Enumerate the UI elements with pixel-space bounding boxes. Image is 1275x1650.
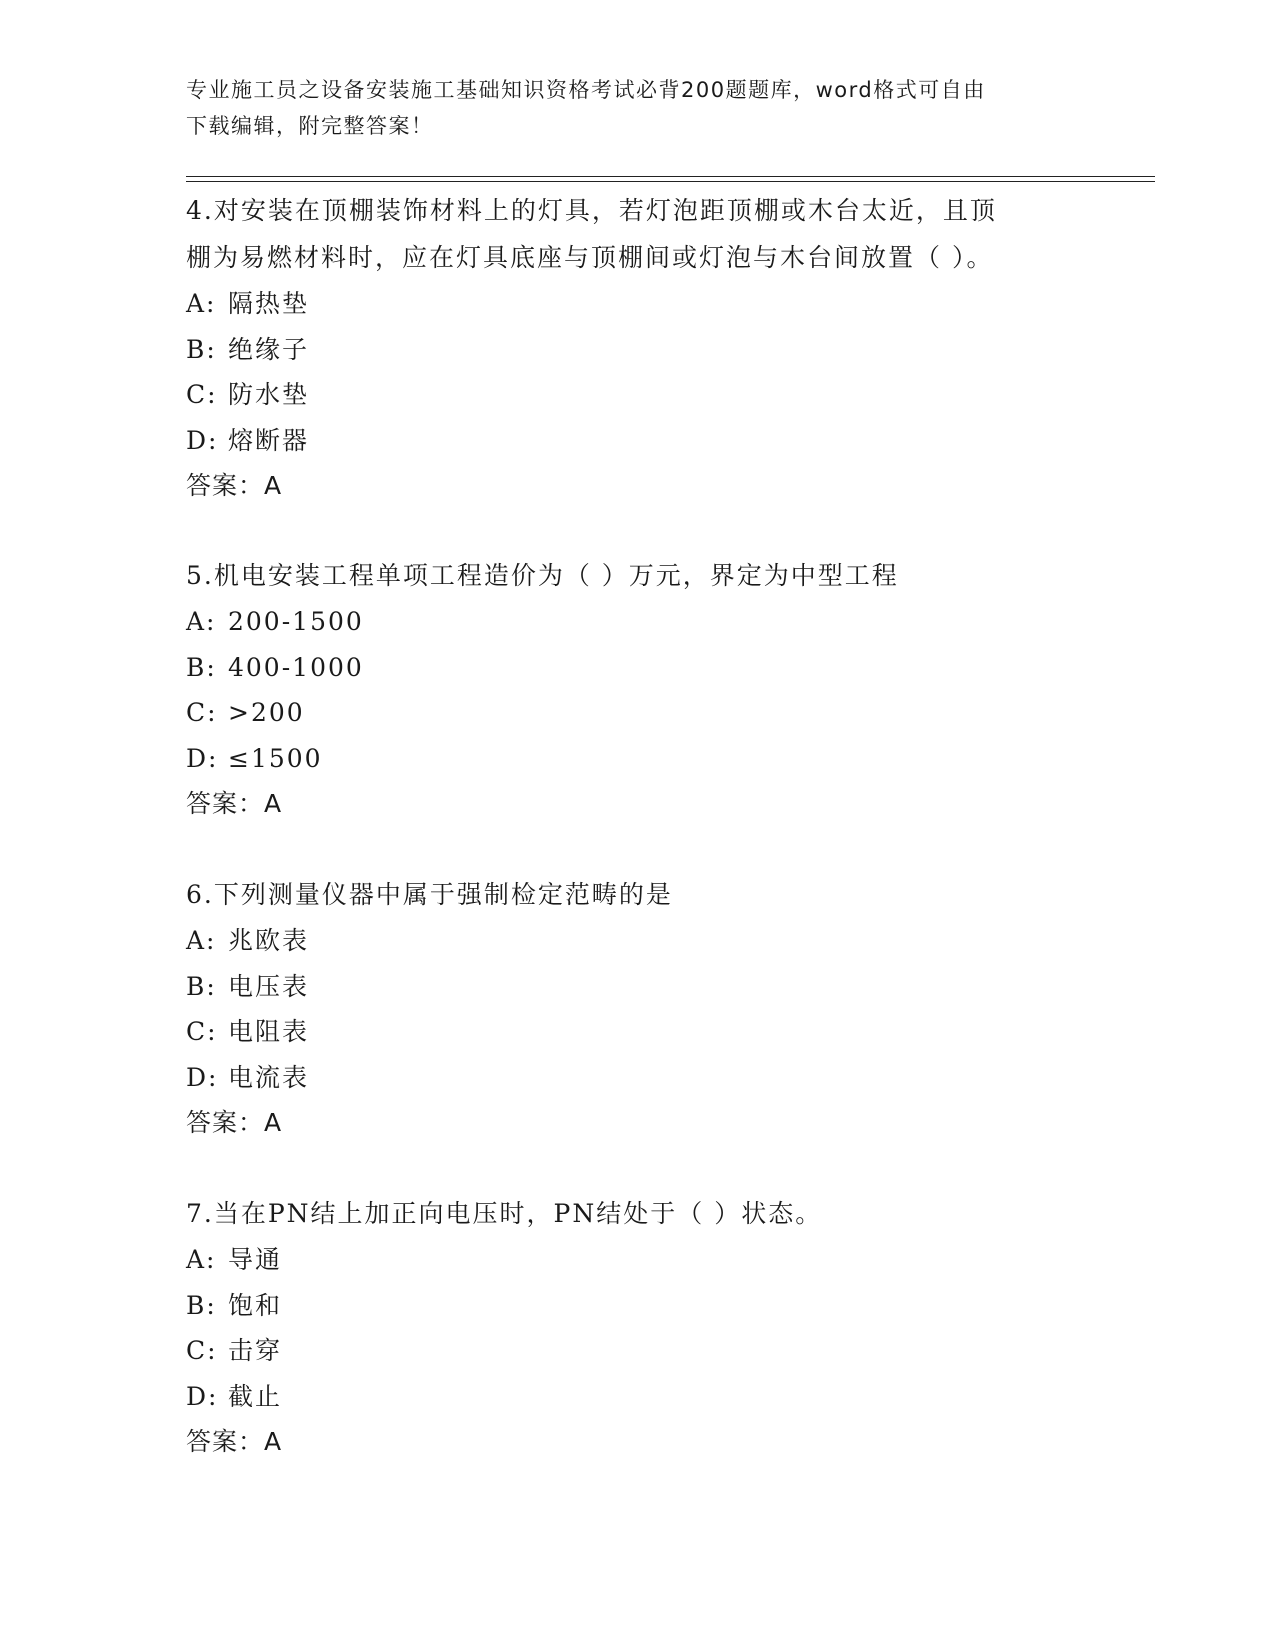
answer-line: 答案：A <box>186 789 283 818</box>
question-stem-line: 7.当在PN结上加正向电压时，PN结处于（ ）状态。 <box>186 1199 823 1228</box>
header-line-1: 专业施工员之设备安装施工基础知识资格考试必背200题题库，word格式可自由 <box>186 78 986 102</box>
option-d <box>186 1374 1086 1420</box>
option-text: 截止 <box>228 1381 283 1411</box>
answer-line: 答案：A <box>186 1427 283 1456</box>
question-stem-line: 6.下列测量仪器中属于强制检定范畴的是 <box>186 880 673 909</box>
option-text: 电流表 <box>228 1062 310 1092</box>
option-text: ≤1500 <box>228 743 323 773</box>
option-d <box>186 1055 1086 1101</box>
option-c <box>186 1009 1086 1055</box>
question-5 <box>186 552 1086 827</box>
question-stem <box>186 871 1086 918</box>
option-key: C: <box>186 698 218 727</box>
option-key: D: <box>186 1381 219 1411</box>
option-key: A: <box>186 607 217 636</box>
option-a <box>186 918 1086 964</box>
option-text: 导通 <box>228 1245 283 1274</box>
option-text: 隔热垫 <box>228 289 310 318</box>
option-text: 绝缘子 <box>228 334 310 364</box>
option-a <box>186 281 1086 327</box>
option-key: A: <box>186 289 217 318</box>
question-6 <box>186 871 1086 1146</box>
option-key: B: <box>186 971 217 1001</box>
option-key: D: <box>186 425 219 455</box>
option-text: 400-1000 <box>228 652 364 682</box>
option-a <box>186 599 1086 645</box>
option-text: 防水垫 <box>228 380 310 409</box>
question-stem-line: 棚为易燃材料时，应在灯具底座与顶棚间或灯泡与木台间放置（ ）。 <box>186 243 994 272</box>
option-d <box>186 736 1086 782</box>
option-text: 饱和 <box>228 1290 283 1320</box>
answer-line: 答案：A <box>186 1108 283 1137</box>
answer-line: 答案：A <box>186 471 283 500</box>
option-b <box>186 1283 1086 1329</box>
option-key: D: <box>186 743 219 773</box>
header-line-2: 下载编辑，附完整答案！ <box>186 114 434 138</box>
header-divider-bottom <box>186 181 1155 182</box>
option-key: C: <box>186 1336 218 1365</box>
option-text: 电压表 <box>228 971 310 1001</box>
option-c <box>186 1328 1086 1374</box>
option-key: B: <box>186 334 217 364</box>
option-key: D: <box>186 1062 219 1092</box>
option-c <box>186 372 1086 418</box>
option-c <box>186 690 1086 736</box>
option-text: 击穿 <box>228 1336 283 1365</box>
option-key: A: <box>186 926 217 955</box>
question-stem-line: 4.对安装在顶棚装饰材料上的灯具，若灯泡距顶棚或木台太近，且顶 <box>186 196 997 225</box>
question-7 <box>186 1190 1086 1465</box>
option-d <box>186 418 1086 464</box>
option-b <box>186 964 1086 1010</box>
question-4 <box>186 187 1086 509</box>
option-text: 熔断器 <box>228 425 310 455</box>
option-text: 兆欧表 <box>228 926 310 955</box>
option-a <box>186 1237 1086 1283</box>
option-text: >200 <box>228 698 305 727</box>
question-stem-line: 5.机电安装工程单项工程造价为（ ）万元，界定为中型工程 <box>186 561 899 590</box>
option-key: A: <box>186 1245 217 1274</box>
option-key: C: <box>186 1017 218 1046</box>
question-stem <box>186 552 1086 599</box>
option-text: 电阻表 <box>228 1017 310 1046</box>
question-stem <box>186 1190 1086 1237</box>
option-text: 200-1500 <box>228 607 364 636</box>
option-key: B: <box>186 1290 217 1320</box>
option-key: B: <box>186 652 217 682</box>
header-divider-top <box>186 176 1155 177</box>
document-header <box>186 72 1066 144</box>
option-b <box>186 327 1086 373</box>
question-stem <box>186 187 1086 281</box>
option-b <box>186 645 1086 691</box>
option-key: C: <box>186 380 218 409</box>
